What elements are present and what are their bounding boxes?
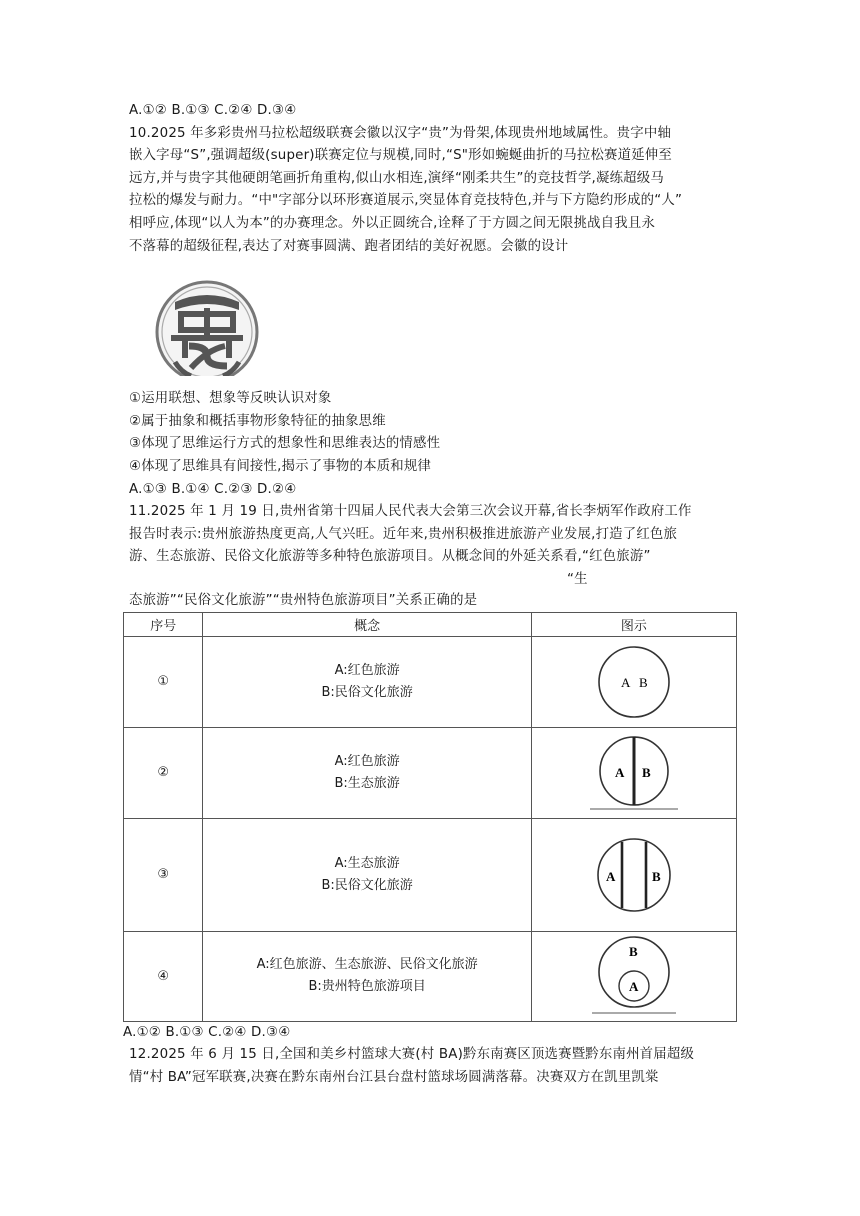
q9-options: A.①② B.①③ C.②④ D.③④ (129, 103, 297, 118)
table-row (124, 931, 737, 1021)
concept-a: A:生态旅游 (334, 855, 400, 871)
row-concept (203, 636, 531, 727)
table-row (124, 727, 737, 818)
table-row (124, 636, 737, 727)
row-figure (531, 727, 736, 818)
venn-label-inner: A (628, 979, 639, 994)
concept-b: B:民俗文化旅游 (321, 684, 413, 700)
venn-split-circle (584, 731, 684, 815)
q11-options: A.①② B.①③ C.②④ D.③④ (123, 1024, 291, 1040)
concept-b: B:生态旅游 (334, 775, 400, 791)
row-figure (531, 636, 736, 727)
q10-statement-1: ①运用联想、想象等反映认识对象 (129, 391, 332, 407)
venn-label-b: B (638, 674, 648, 690)
venn-label-a: A (614, 764, 625, 780)
venn-same-circle (584, 642, 684, 722)
concept-b: B:民俗文化旅游 (321, 877, 413, 893)
row-concept (203, 818, 531, 931)
header-concept: 概念 (203, 612, 531, 636)
q11-line-4: “生 (567, 571, 588, 587)
exam-page (123, 100, 741, 1089)
table-row (124, 818, 737, 931)
q10-line-6: 不落幕的超级征程,表达了对赛事圆满、跑者团结的美好祝愿。会徽的设计 (129, 238, 569, 254)
question-10 (129, 123, 741, 502)
concept-a: A:红色旅游、生态旅游、民俗文化旅游 (256, 957, 478, 972)
table-header-row (124, 612, 737, 636)
q10-line-2: 嵌入字母“S”,强调超级(super)联赛定位与规模,同时,“S"形如蜿蜒曲折的马拉松赛道延伸至 (129, 148, 672, 164)
question-11 (123, 501, 741, 1044)
venn-nested-circle (584, 934, 684, 1018)
header-number: 序号 (124, 612, 203, 636)
q11-line-3: 游、生态旅游、民俗文化旅游等多种特色旅游项目。从概念间的外延关系看,“红色旅游” (129, 549, 651, 565)
concept-a: A:红色旅游 (334, 662, 400, 678)
venn-label-b: B (641, 764, 651, 780)
q10-line-5: 相呼应,体现“以人为本”的办赛理念。外以正圆统合,诠释了于方圆之间无限挑战自我且永 (129, 215, 656, 231)
q10-statement-3: ③体现了思维运行方式的想象性和思维表达的情感性 (129, 436, 441, 452)
venn-label-a: A (620, 674, 631, 690)
row-number: ④ (124, 931, 203, 1021)
q11-line-5: 态旅游”“民俗文化旅游”“贵州特色旅游项目”关系正确的是 (129, 592, 478, 608)
row-figure (531, 818, 736, 931)
q10-options: A.①③ B.①④ C.②③ D.②④ (129, 481, 297, 497)
venn-band-circle (584, 830, 684, 920)
row-figure (531, 931, 736, 1021)
q10-line-3: 远方,并与贵字其他硬朗笔画折角重构,似山水相连,演绎“刚柔共生”的竞技哲学,凝练超级马 (129, 170, 664, 186)
q10-line-1: 10.2025 年多彩贵州马拉松超级联赛会徽以汉字“贵”为骨架,体现贵州地域属性。贵字中轴 (129, 125, 672, 141)
concept-table (123, 612, 737, 1022)
venn-label-b: B (651, 868, 661, 884)
q10-statement-2: ②属于抽象和概括事物形象特征的抽象思维 (129, 413, 386, 429)
q10-line-4: 拉松的爆发与耐力。“中"字部分以环形赛道展示,突显体育竞技特色,并与下方隐约形成的“人” (129, 193, 683, 209)
header-figure: 图示 (531, 612, 736, 636)
q10-statement-4: ④体现了思维具有间接性,揭示了事物的本质和规律 (129, 458, 432, 474)
marathon-emblem-image (151, 280, 263, 384)
question-12 (129, 1044, 741, 1089)
q12-line-1: 12.2025 年 6 月 15 日,全国和美乡村篮球大赛(村 BA)黔东南赛区顶选赛暨黔东南州首届超级 (129, 1047, 695, 1063)
venn-label-a: A (605, 868, 616, 884)
row-concept (203, 727, 531, 818)
row-number: ① (124, 636, 203, 727)
row-concept (203, 931, 531, 1021)
concept-b: B:贵州特色旅游项目 (308, 979, 426, 994)
q11-line-2: 报告时表示:贵州旅游热度更高,人气兴旺。近年来,贵州积极推进旅游产业发展,打造了红色旅 (129, 526, 678, 542)
venn-label-outer: B (628, 944, 638, 959)
q12-line-2: 情“村 BA”冠军联赛,决赛在黔东南州台江县台盘村篮球场圆满落幕。决赛双方在凯里凯棠 (129, 1069, 659, 1085)
row-number: ② (124, 727, 203, 818)
q11-line-1: 11.2025 年 1 月 19 日,贵州省第十四届人民代表大会第三次会议开幕,省长李炳军作政府工作 (129, 504, 692, 520)
concept-a: A:红色旅游 (334, 753, 400, 769)
row-number: ③ (124, 818, 203, 931)
